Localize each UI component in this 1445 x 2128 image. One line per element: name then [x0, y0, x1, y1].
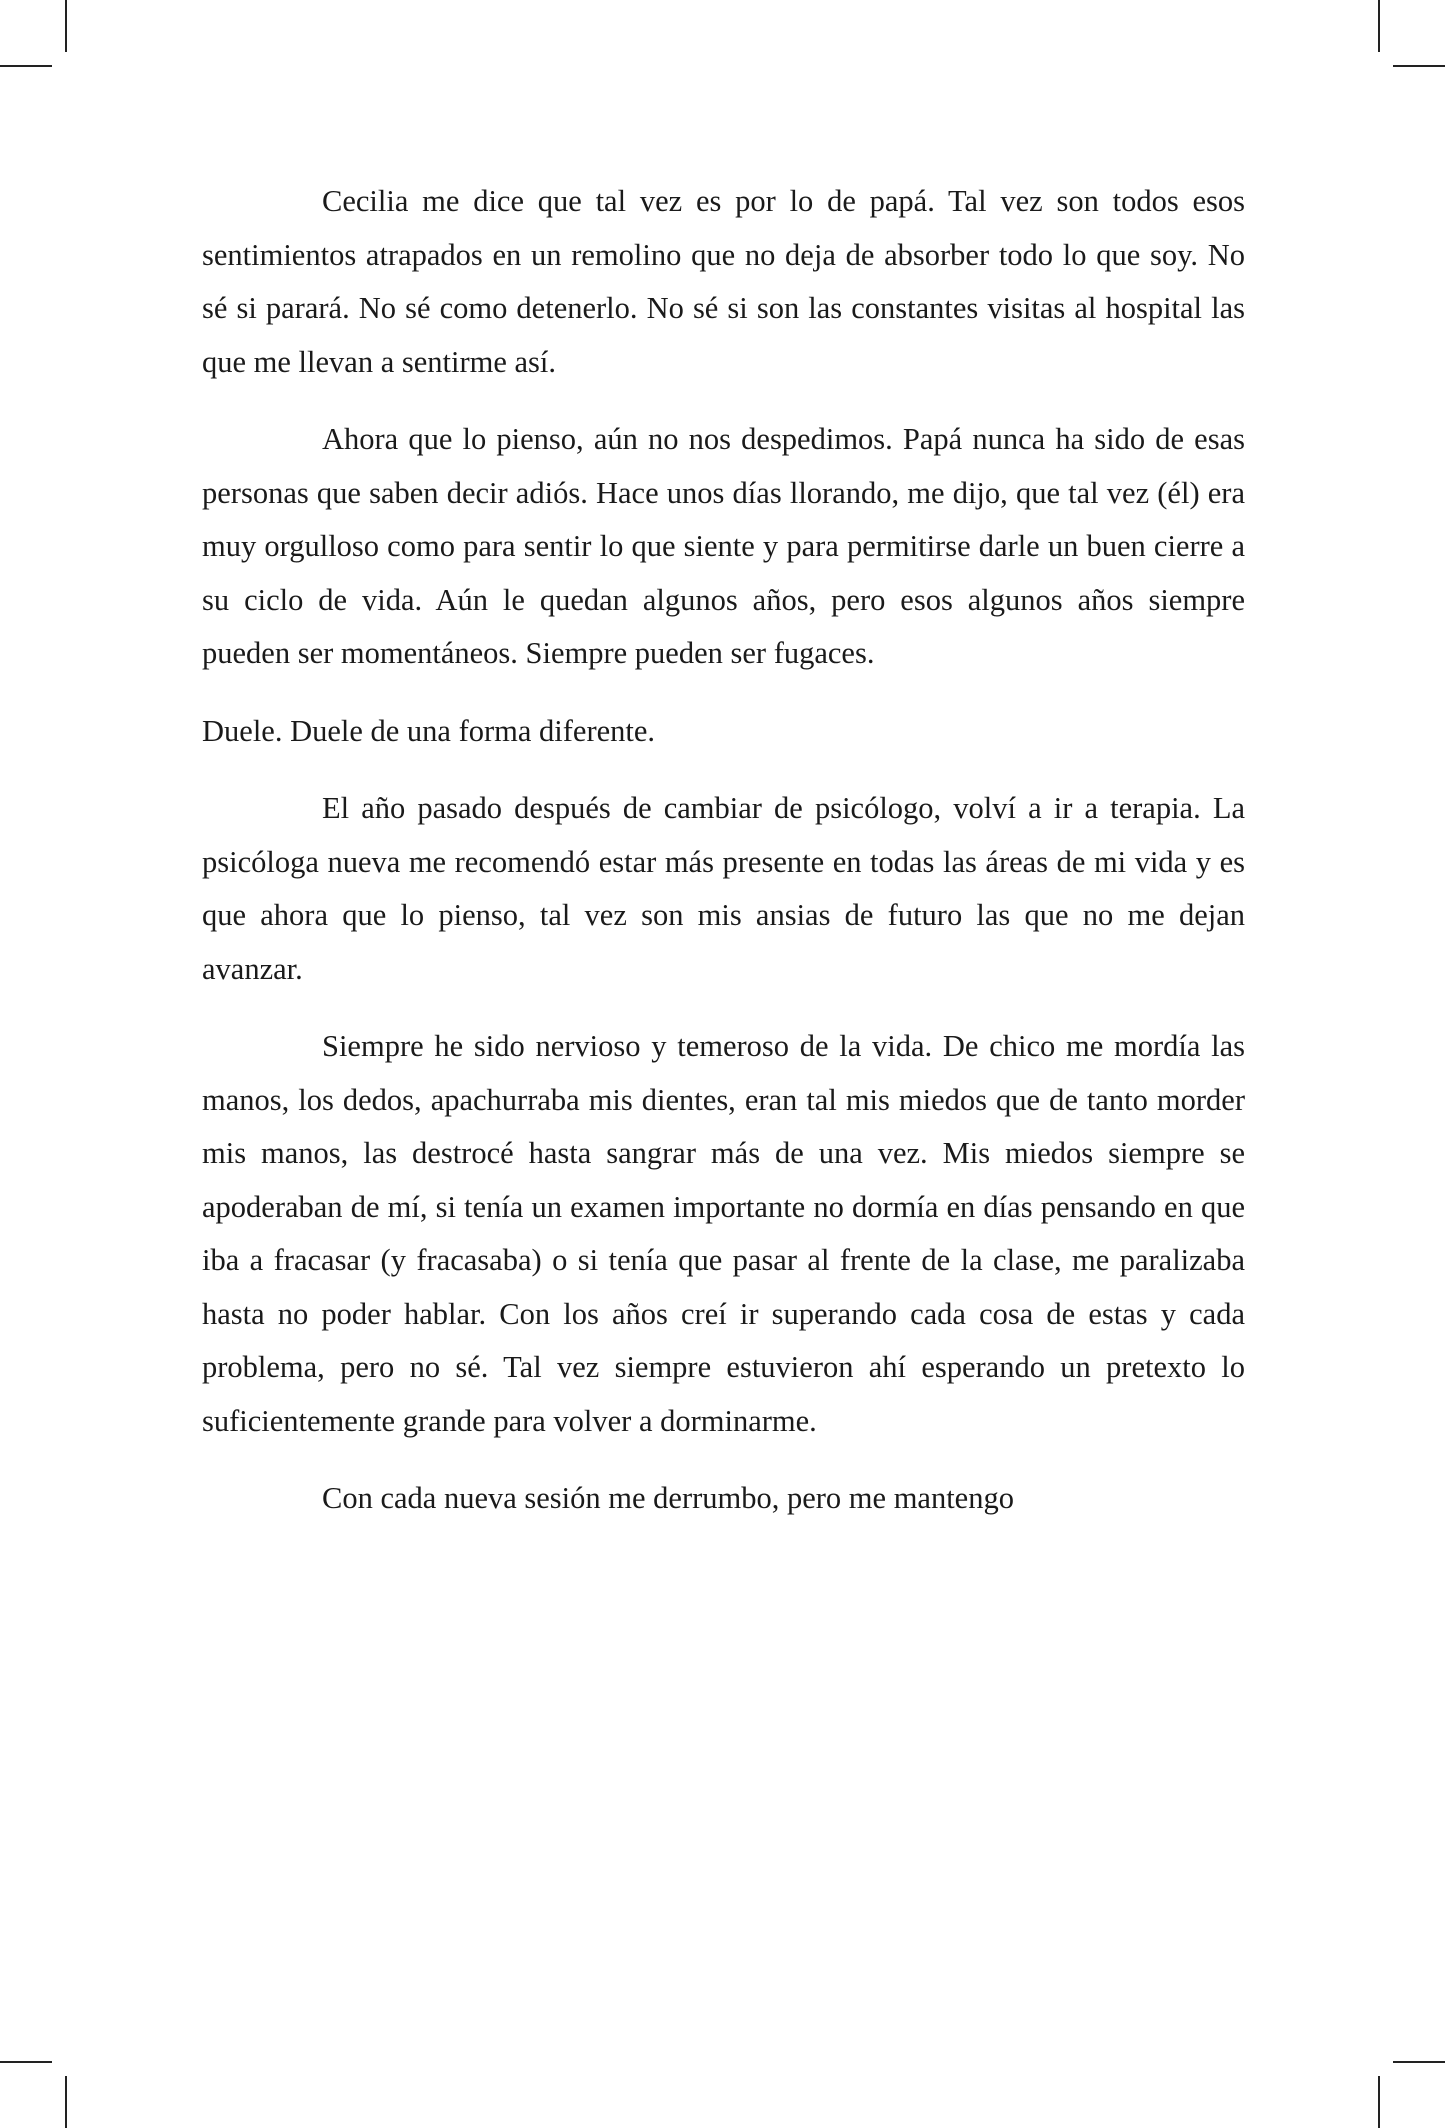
- paragraph: Con cada nueva sesión me derrumbo, pero me mantengo: [322, 1481, 1014, 1515]
- paragraph: Cecilia me dice que tal vez es por lo de papá. Tal vez son todos esos sentimientos atrapados en un remolino que no deja de absorber todo lo que soy. No sé si parará. No sé como detenerlo. No sé si son las constantes visitas al hospital las que me llevan a sentirme así.: [202, 184, 1245, 379]
- body-text-column: [202, 175, 1245, 1526]
- paragraph: El año pasado después de cambiar de psicólogo, volví a ir a terapia. La psicóloga nueva me recomendó estar más presente en todas las áreas de mi vida y es que ahora que lo pienso, tal vez son mis ansias de futuro las que no me dejan avanzar.: [202, 791, 1245, 986]
- crop-mark-bottom-right-horizontal: [1393, 2061, 1445, 2063]
- crop-mark-bottom-right-vertical: [1378, 2076, 1380, 2128]
- paragraph: Ahora que lo pienso, aún no nos despedimos. Papá nunca ha sido de esas personas que saben decir adiós. Hace unos días llorando, me dijo, que tal vez (él) era muy orgulloso como para sentir lo que siente y para permitirse darle un buen cierre a su ciclo de vida. Aún le quedan algunos años, pero esos algunos años siempre pueden ser momentáneos. Siempre pueden ser fugaces.: [202, 422, 1245, 670]
- crop-mark-bottom-left-horizontal: [0, 2061, 52, 2063]
- paragraph: Duele. Duele de una forma diferente.: [202, 713, 656, 748]
- paragraph: Siempre he sido nervioso y temeroso de la vida. De chico me mordía las manos, los dedos, apachurraba mis dientes, eran tal mis miedos que de tanto morder mis manos, las destrocé hasta sangrar más de una vez. Mis miedos siempre se apoderaban de mí, si tenía un examen importante no dormía en días pensando en que iba a fracasar (y fracasaba) o si tenía que pasar al frente de la clase, me paralizaba hasta no poder hablar. Con los años creí ir superando cada cosa de estas y cada problema, pero no sé. Tal vez siempre estuvieron ahí esperando un pretexto lo suficientemente grande para volver a dorminarme.: [202, 1029, 1245, 1438]
- crop-mark-top-right-horizontal: [1393, 65, 1445, 67]
- crop-mark-top-left-horizontal: [0, 65, 52, 67]
- crop-mark-top-right-vertical: [1378, 0, 1380, 52]
- crop-mark-top-left-vertical: [65, 0, 67, 52]
- crop-mark-bottom-left-vertical: [65, 2076, 67, 2128]
